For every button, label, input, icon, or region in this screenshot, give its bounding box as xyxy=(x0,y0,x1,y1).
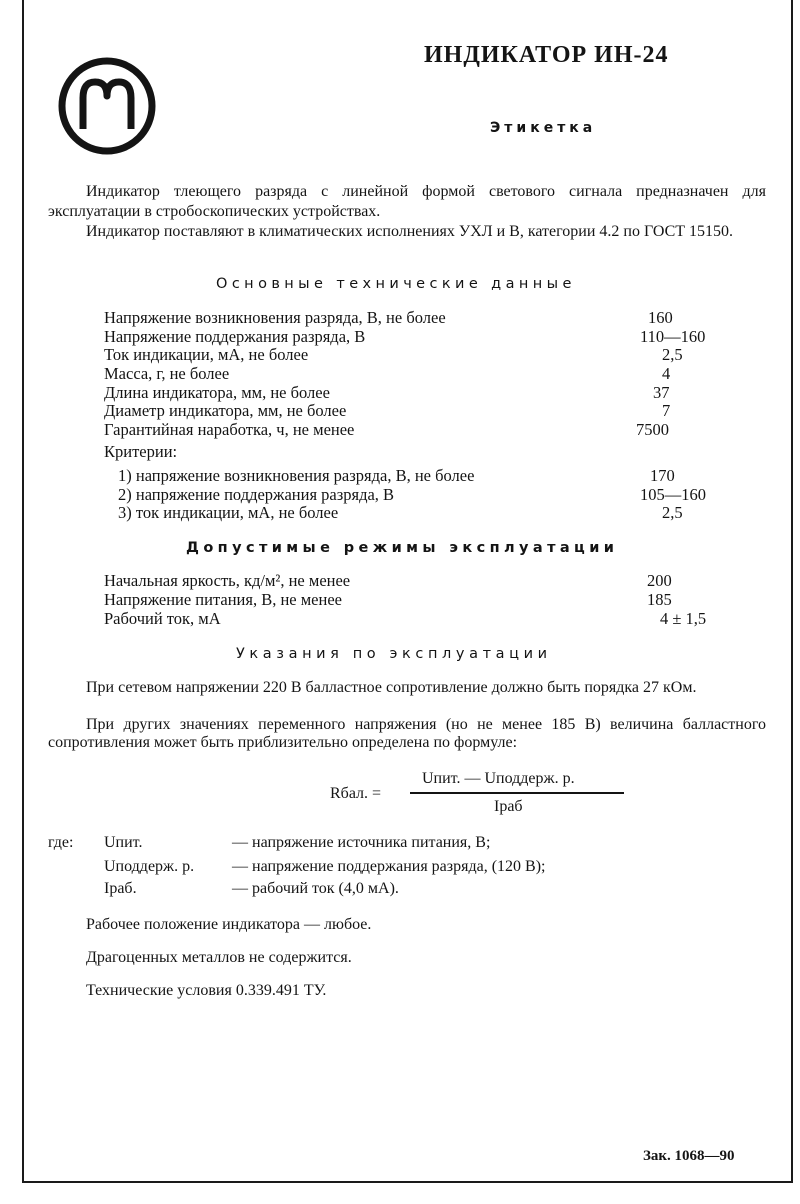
frame-right-border xyxy=(791,0,793,1183)
criteria-row-value: 2,5 xyxy=(662,503,683,522)
tech-row-value: 110—160 xyxy=(640,327,706,346)
manufacturer-emblem-icon xyxy=(57,56,157,156)
section-heading-usage: Указания по эксплуатации xyxy=(236,646,552,662)
mode-row-value: 200 xyxy=(647,571,672,590)
page-subtitle: Этикетка xyxy=(490,120,597,136)
criteria-row-label: 2) напряжение поддержания разряда, В xyxy=(118,485,395,504)
criteria-row-value: 170 xyxy=(650,466,675,485)
intro-paragraph-2: Индикатор поставляют в климатических исполнениях УХЛ и В, категории 4.2 по ГОСТ 15150. xyxy=(86,223,734,240)
mode-row-label: Начальная яркость, кд/м², не менее xyxy=(104,571,351,590)
where-symbol: Iраб. xyxy=(104,880,137,897)
where-description: — напряжение источника питания, В; xyxy=(232,834,491,851)
where-label: где: xyxy=(48,834,74,851)
tech-row-value: 7500 xyxy=(636,420,669,439)
tech-row-value: 4 xyxy=(662,364,671,383)
formula-denominator: Iраб xyxy=(494,798,523,815)
criteria-row-label: 3) ток индикации, мА, не более xyxy=(118,503,339,522)
criteria-label: Критерии: xyxy=(104,442,178,461)
tech-row-label: Масса, г, не более xyxy=(104,364,230,383)
ballast-formula xyxy=(330,770,630,830)
note-working-position: Рабочее положение индикатора — любое. xyxy=(86,916,372,933)
tech-row-value: 160 xyxy=(648,308,673,327)
tech-row-value: 2,5 xyxy=(662,345,683,364)
formula-numerator: Uпит. — Uподдерж. р. xyxy=(422,770,575,787)
page-title: ИНДИКАТОР ИН-24 xyxy=(424,42,669,68)
section-heading-tech-data: Основные технические данные xyxy=(216,276,576,292)
criteria-row-value: 105—160 xyxy=(640,485,706,504)
intro-paragraph-1: Индикатор тлеющего разряда с линейной формой светового сигнала предназначен для эксплуатации в стробоскопических устройствах. xyxy=(48,183,766,220)
mode-row-label: Рабочий ток, мА xyxy=(104,609,221,628)
formula-lhs: Rбал. = xyxy=(330,785,382,802)
mode-row-value: 185 xyxy=(647,590,672,609)
frame-bottom-border xyxy=(22,1181,793,1183)
usage-paragraph-2: При других значениях переменного напряжения (но не менее 185 В) величина балластного сопротивления может быть приблизительно определена по формуле: xyxy=(48,716,766,751)
tech-row-label: Гарантийная наработка, ч, не менее xyxy=(104,420,355,439)
frame-left-border xyxy=(22,0,24,1183)
order-number: Зак. 1068—90 xyxy=(643,1148,735,1164)
tech-row-label: Напряжение поддержания разряда, В xyxy=(104,327,366,346)
tech-row-label: Диаметр индикатора, мм, не более xyxy=(104,401,347,420)
tech-row-value: 37 xyxy=(653,383,670,402)
criteria-row-label: 1) напряжение возникновения разряда, В, не более xyxy=(118,466,475,485)
where-symbol: Uподдерж. р. xyxy=(104,858,195,875)
tech-row-value: 7 xyxy=(662,401,671,420)
note-tech-conditions: Технические условия 0.339.491 ТУ. xyxy=(86,982,327,999)
tech-row-label: Ток индикации, мА, не более xyxy=(104,345,309,364)
mode-row-label: Напряжение питания, В, не менее xyxy=(104,590,342,609)
where-description: — рабочий ток (4,0 мА). xyxy=(232,880,399,897)
mode-row-value: 4 ± 1,5 xyxy=(660,609,707,628)
tech-row-label: Напряжение возникновения разряда, В, не более xyxy=(104,308,446,327)
tech-row-label: Длина индикатора, мм, не более xyxy=(104,383,330,402)
where-description: — напряжение поддержания разряда, (120 В); xyxy=(232,858,546,875)
note-precious-metals: Драгоценных металлов не содержится. xyxy=(86,949,352,966)
where-symbol: Uпит. xyxy=(104,834,143,851)
usage-paragraph-1: При сетевом напряжении 220 В балластное сопротивление должно быть порядка 27 кОм. xyxy=(86,679,697,696)
formula-fraction-line xyxy=(410,792,624,794)
section-heading-modes: Допустимые режимы эксплуатации xyxy=(186,540,619,556)
